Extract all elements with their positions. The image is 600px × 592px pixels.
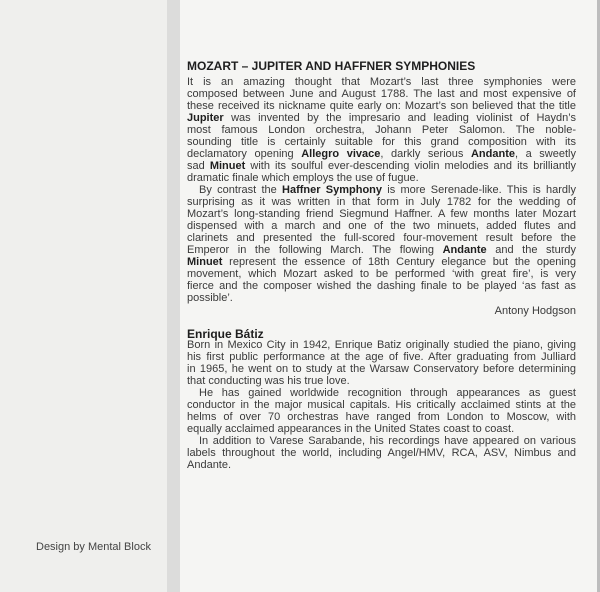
text-segment: most famous London orchestra, Johann Peter Salomon. The noble-	[187, 124, 576, 136]
bold-term: Andante	[470, 148, 515, 160]
text-segment: declamatory opening	[187, 148, 302, 160]
bold-term: Minuet	[209, 160, 246, 172]
text-segment: conductor in the major musical capitals. His critically acclaimed stints at the	[187, 399, 576, 411]
design-credit: Design by Mental Block	[36, 541, 151, 553]
text-segment: By contrast the	[199, 184, 283, 196]
bold-term: Andante	[442, 244, 487, 256]
text-line	[187, 423, 576, 435]
text-line	[187, 292, 576, 304]
bold-term: Haffner Symphony	[282, 184, 383, 196]
fold-band	[167, 0, 180, 592]
bio-title: Enrique Bátiz	[187, 327, 264, 341]
text-line	[187, 208, 576, 220]
bold-term: Allegro vivace	[301, 148, 381, 160]
article-body	[187, 76, 576, 304]
text-line	[187, 124, 576, 136]
text-line	[187, 339, 576, 351]
text-line	[187, 447, 576, 459]
text-segment: He has gained worldwide recognition through appearances as guest	[199, 387, 576, 399]
text-segment: clarinets and presented the full-scored four-movement result before the	[187, 232, 576, 244]
left-panel	[0, 0, 167, 592]
text-line	[187, 256, 576, 268]
article-author: Antony Hodgson	[494, 305, 576, 317]
text-segment: movement, which Mozart asked to be performed ‘with great fire’, is very	[187, 268, 576, 280]
bold-term: Jupiter	[187, 112, 224, 124]
text-segment: In addition to Varese Sarabande, his recordings have appeared on various	[199, 435, 576, 447]
text-line	[187, 196, 576, 208]
text-segment: It is an amazing thought that Mozart’s last three symphonies were	[187, 76, 576, 88]
text-line	[187, 76, 576, 88]
text-segment: surprising as it was written in that form in July 1782 for the wedding of	[187, 196, 576, 208]
text-line	[187, 280, 576, 292]
text-segment: composed between June and August 1788. The last and most expensive of	[187, 88, 576, 100]
text-segment: labels throughout the world, including Angel/HMV, RCA, ASV, Nimbus and	[187, 447, 576, 459]
bio-body	[187, 339, 576, 471]
text-line	[187, 220, 576, 232]
text-segment: dramatic finale which employs the use of fugue.	[187, 172, 419, 184]
text-line	[187, 459, 576, 471]
text-line	[187, 160, 576, 172]
text-segment: that conducting was his true love.	[187, 375, 350, 387]
text-segment: his first public performance at the age of five. After graduating from Julliard	[187, 351, 576, 363]
text-line	[187, 100, 576, 112]
text-segment: dispensed with a march and one of the two minuets, added flutes and	[187, 220, 576, 232]
text-line	[187, 148, 576, 160]
article-title: MOZART – JUPITER AND HAFFNER SYMPHONIES	[187, 59, 476, 73]
text-segment: in 1965, he went on to study at the Warsaw Conservatory before determining	[187, 363, 576, 375]
text-line	[187, 387, 576, 399]
text-segment: Emperor in the following March. The flowing	[187, 244, 443, 256]
text-line	[187, 112, 576, 124]
text-line	[187, 411, 576, 423]
text-line	[187, 363, 576, 375]
text-segment: sounding title is certainly suitable for this grand composition with its	[187, 136, 576, 148]
text-segment: with its soulful ever-descending violin melodies and its brilliantly	[245, 160, 576, 172]
text-segment: , a sweetly	[514, 148, 576, 160]
text-segment: Born in Mexico City in 1942, Enrique Batiz originally studied the piano, giving	[187, 339, 576, 351]
text-line	[187, 88, 576, 100]
text-segment: Andante.	[187, 459, 232, 471]
text-segment: represent the essence of 18th Century elegance but the opening	[222, 256, 576, 268]
text-segment: possible’.	[187, 292, 233, 304]
text-line	[187, 375, 576, 387]
text-line	[187, 268, 576, 280]
text-segment: these received its nickname quite early on: Mozart’s son believed that the title	[187, 100, 576, 112]
text-segment: was invented by the impresario and leading violinist of Haydn’s	[223, 112, 576, 124]
text-segment: and the sturdy	[486, 244, 576, 256]
text-line	[187, 232, 576, 244]
text-segment: fierce and the composer wished the dashing finale to be played ‘as fast as	[187, 280, 576, 292]
text-line	[187, 136, 576, 148]
text-line	[187, 244, 576, 256]
text-segment: , darkly serious	[380, 148, 471, 160]
bold-term: Minuet	[187, 256, 223, 268]
text-line	[187, 184, 576, 196]
text-segment: helms of over 70 orchestras have ranged from London to Moscow, with	[187, 411, 576, 423]
text-line	[187, 351, 576, 363]
text-line	[187, 399, 576, 411]
text-line	[187, 435, 576, 447]
text-segment: is more Serenade-like. This is hardly	[382, 184, 576, 196]
text-segment: equally acclaimed appearances in the United States coast to coast.	[187, 423, 515, 435]
text-line	[187, 172, 576, 184]
text-segment: sad	[187, 160, 210, 172]
text-segment: Mozart’s long-standing friend Siegmund Haffner. A few months later Mozart	[187, 208, 576, 220]
